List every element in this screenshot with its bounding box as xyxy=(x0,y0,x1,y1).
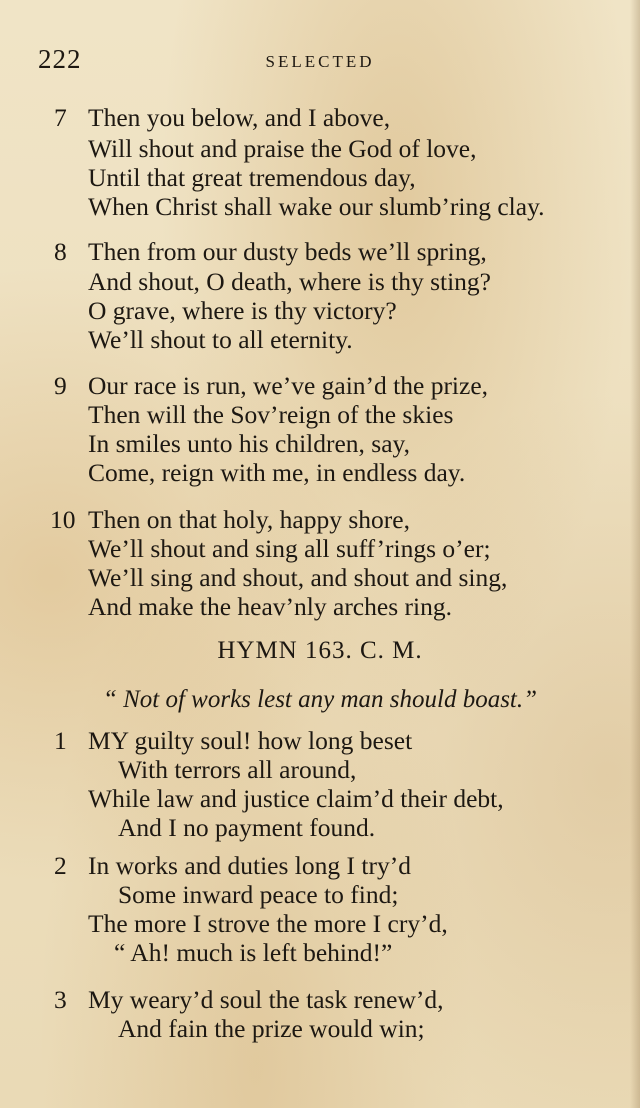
verse-line: With terrors all around, xyxy=(118,755,357,784)
verse-line: Until that great tremendous day, xyxy=(88,163,416,192)
verse-line: While law and justice claim’d their debt, xyxy=(88,784,504,813)
verse-number: 9 xyxy=(54,371,67,400)
stanza-9-line-3 xyxy=(0,429,640,459)
stanza-8-line-3 xyxy=(0,296,640,326)
verse-line: Come, reign with me, in endless day. xyxy=(88,458,466,487)
hymn-stanza-1-line-1 xyxy=(0,726,640,756)
verse-number: 1 xyxy=(54,726,67,755)
stanza-7-line-3 xyxy=(0,163,640,193)
verse-line: Then from our dusty beds we’ll spring, xyxy=(88,237,487,266)
verse-line: We’ll sing and shout, and shout and sing, xyxy=(88,563,508,592)
hymn-stanza-1-line-3 xyxy=(0,784,640,814)
verse-line: MY guilty soul! how long beset xyxy=(88,726,413,755)
hymn-stanza-2-line-3 xyxy=(0,909,640,939)
verse-line: Then will the Sov’reign of the skies xyxy=(88,400,454,429)
verse-number: 2 xyxy=(54,851,67,880)
verse-line: In works and duties long I try’d xyxy=(88,851,411,880)
verse-line: And shout, O death, where is thy sting? xyxy=(88,267,491,296)
verse-number: 7 xyxy=(54,103,67,132)
verse-line: And make the heav’nly arches ring. xyxy=(88,592,452,621)
hymn-stanza-3-line-1 xyxy=(0,985,640,1015)
stanza-7-line-1 xyxy=(0,103,640,133)
hymn-stanza-1-line-4 xyxy=(0,813,640,843)
verse-line: Some inward peace to find; xyxy=(118,880,399,909)
verse-line: Our race is run, we’ve gain’d the prize, xyxy=(88,371,489,400)
hymn-stanza-3-line-2 xyxy=(0,1014,640,1044)
stanza-10-line-3 xyxy=(0,563,640,593)
hymn-epigraph: “ Not of works lest any man should boast.” xyxy=(102,686,538,713)
stanza-10-line-1 xyxy=(0,505,640,535)
verse-line: Then you below, and I above, xyxy=(88,103,391,132)
verse-line: My weary’d soul the task renew’d, xyxy=(88,985,444,1014)
verse-line: O grave, where is thy victory? xyxy=(88,296,397,325)
verse-number: 10 xyxy=(50,505,76,534)
verse-line: We’ll shout and sing all suff’rings o’er; xyxy=(88,534,491,563)
verse-line: Will shout and praise the God of love, xyxy=(88,134,477,163)
hymn-stanza-2-line-4 xyxy=(0,938,640,968)
verse-line: And fain the prize would win; xyxy=(118,1014,425,1043)
stanza-10-line-2 xyxy=(0,534,640,564)
stanza-7-line-4 xyxy=(0,192,640,222)
stanza-9-line-1 xyxy=(0,371,640,401)
stanza-8-line-2 xyxy=(0,267,640,297)
hymn-stanza-2-line-1 xyxy=(0,851,640,881)
verse-line: We’ll shout to all eternity. xyxy=(88,325,353,354)
hymn-title: HYMN 163. C. M. xyxy=(217,637,423,664)
stanza-10-line-4 xyxy=(0,592,640,622)
stanza-9-line-4 xyxy=(0,458,640,488)
hymn-stanza-1-line-2 xyxy=(0,755,640,785)
stanza-9-line-2 xyxy=(0,400,640,430)
verse-line: And I no payment found. xyxy=(118,813,376,842)
page-number: 222 xyxy=(38,44,82,74)
verse-number: 8 xyxy=(54,237,67,266)
verse-line: “ Ah! much is left behind!” xyxy=(114,938,393,967)
verse-number: 3 xyxy=(54,985,67,1014)
verse-line: The more I strove the more I cry’d, xyxy=(88,909,448,938)
running-title: SELECTED xyxy=(265,52,375,71)
verse-line: Then on that holy, happy shore, xyxy=(88,505,410,534)
verse-line: When Christ shall wake our slumb’ring clay. xyxy=(88,192,545,221)
stanza-8-line-4 xyxy=(0,325,640,355)
stanza-8-line-1 xyxy=(0,237,640,267)
hymn-stanza-2-line-2 xyxy=(0,880,640,910)
verse-line: In smiles unto his children, say, xyxy=(88,429,411,458)
stanza-7-line-2 xyxy=(0,134,640,164)
